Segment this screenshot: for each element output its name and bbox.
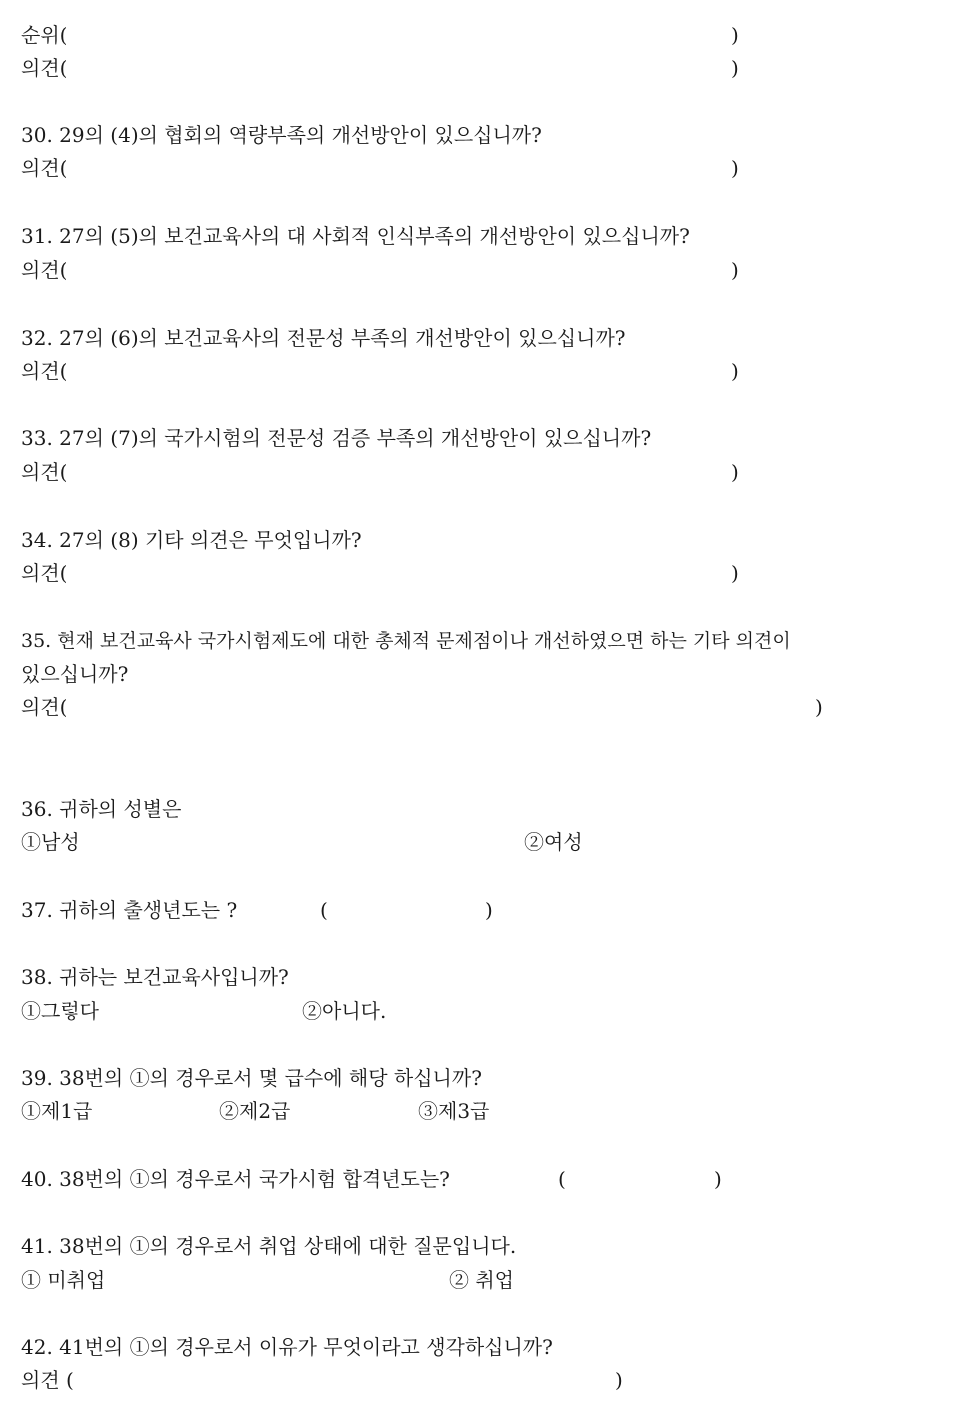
question-34-close-paren: ) bbox=[731, 561, 739, 585]
option-male[interactable]: ①남성 bbox=[21, 830, 80, 854]
opinion-close-paren: ) bbox=[731, 56, 739, 80]
question-40: 40. 38번의 ①의 경우로서 국가시험 합격년도는? bbox=[21, 1167, 450, 1191]
rank-close-paren: ) bbox=[731, 23, 739, 47]
option-grade-3[interactable]: ③제3급 bbox=[418, 1099, 490, 1123]
question-42-opinion: 의견 ( bbox=[21, 1368, 74, 1392]
question-32-opinion: 의견( bbox=[21, 359, 68, 383]
question-40-close-paren: ) bbox=[714, 1167, 722, 1191]
question-42: 42. 41번의 ①의 경우로서 이유가 무엇이라고 생각하십니까? bbox=[21, 1335, 553, 1359]
question-33: 33. 27의 (7)의 국가시험의 전문성 검증 부족의 개선방안이 있으십니까? bbox=[21, 426, 652, 450]
question-38: 38. 귀하는 보건교육사입니까? bbox=[21, 965, 289, 989]
question-35-opinion: 의견( bbox=[21, 695, 68, 719]
question-31: 31. 27의 (5)의 보건교육사의 대 사회적 인식부족의 개선방안이 있으십니까? bbox=[21, 224, 690, 248]
option-grade-1[interactable]: ①제1급 bbox=[21, 1099, 93, 1123]
opinion-label: 의견( bbox=[21, 56, 68, 80]
option-yes[interactable]: ①그렇다 bbox=[21, 999, 99, 1023]
question-31-opinion: 의견( bbox=[21, 258, 68, 282]
question-33-opinion: 의견( bbox=[21, 460, 68, 484]
question-30-opinion: 의견( bbox=[21, 156, 68, 180]
question-37-open-paren: ( bbox=[320, 898, 328, 922]
question-42-close-paren: ) bbox=[615, 1368, 623, 1392]
question-34: 34. 27의 (8) 기타 의견은 무엇입니까? bbox=[21, 528, 362, 552]
question-37: 37. 귀하의 출생년도는 ? bbox=[21, 898, 238, 922]
question-30-close-paren: ) bbox=[731, 156, 739, 180]
option-unemployed[interactable]: ① 미취업 bbox=[21, 1268, 106, 1292]
question-39: 39. 38번의 ①의 경우로서 몇 급수에 해당 하십니까? bbox=[21, 1066, 482, 1090]
option-female[interactable]: ②여성 bbox=[524, 830, 583, 854]
question-37-close-paren: ) bbox=[485, 898, 493, 922]
question-40-open-paren: ( bbox=[558, 1167, 566, 1191]
question-32-close-paren: ) bbox=[731, 359, 739, 383]
question-30: 30. 29의 (4)의 협회의 역량부족의 개선방안이 있으십니까? bbox=[21, 123, 542, 147]
question-36: 36. 귀하의 성별은 bbox=[21, 797, 182, 821]
question-31-close-paren: ) bbox=[731, 258, 739, 282]
question-35-close-paren: ) bbox=[815, 695, 823, 719]
question-34-opinion: 의견( bbox=[21, 561, 68, 585]
option-no[interactable]: ②아니다. bbox=[302, 999, 387, 1023]
question-32: 32. 27의 (6)의 보건교육사의 전문성 부족의 개선방안이 있으십니까? bbox=[21, 326, 626, 350]
option-employed[interactable]: ② 취업 bbox=[449, 1268, 514, 1292]
option-grade-2[interactable]: ②제2급 bbox=[219, 1099, 291, 1123]
rank-label: 순위( bbox=[21, 23, 68, 47]
question-41: 41. 38번의 ①의 경우로서 취업 상태에 대한 질문입니다. bbox=[21, 1234, 517, 1258]
question-35-cont: 있으십니까? bbox=[21, 662, 129, 686]
question-33-close-paren: ) bbox=[731, 460, 739, 484]
question-35: 35. 현재 보건교육사 국가시험제도에 대한 총체적 문제점이나 개선하였으면 하는 기타 의견이 bbox=[21, 630, 791, 652]
